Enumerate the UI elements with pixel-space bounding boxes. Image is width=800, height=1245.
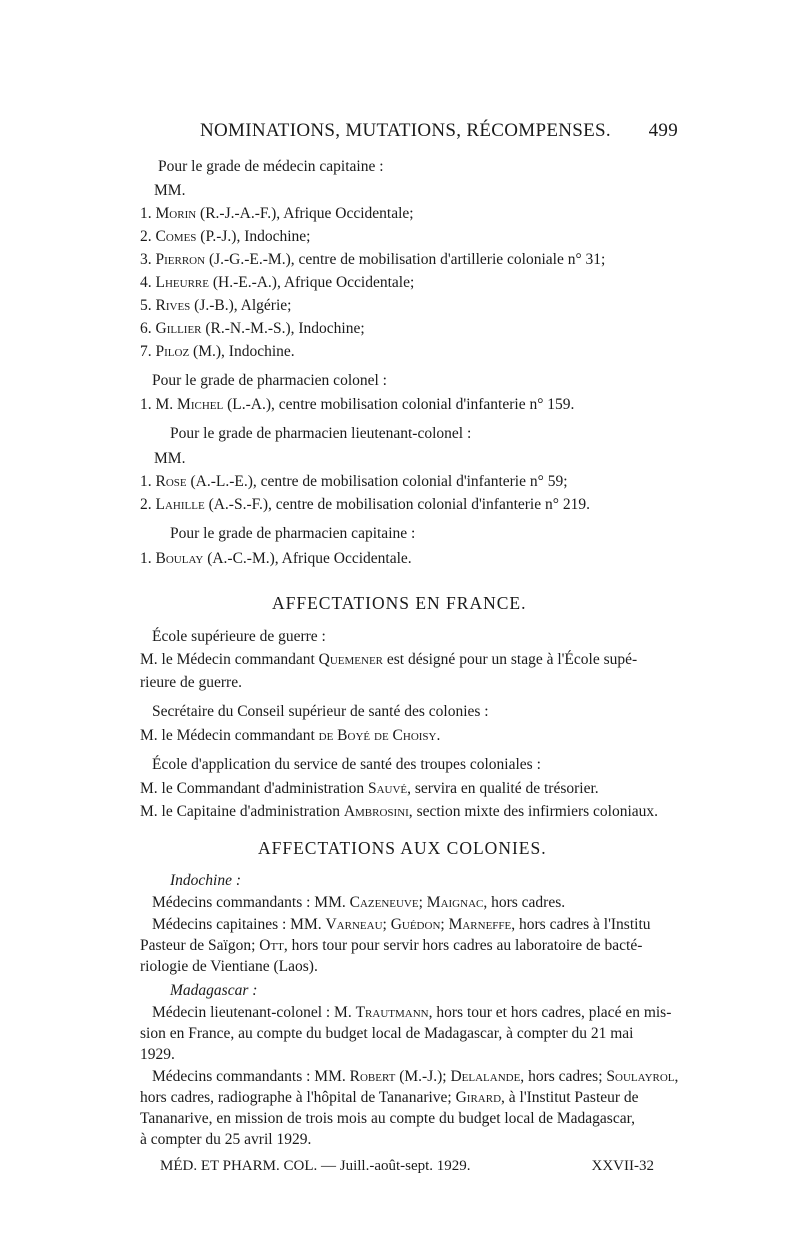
person-name: Trautmann, [355, 1004, 433, 1021]
paragraph-line: rieure de guerre. [140, 674, 242, 691]
person-name: Piloz [155, 343, 190, 360]
paragraph-line: Pasteur de Saïgon; Ott, hors tour pour servir hors cadres au laboratoire de bacté- [140, 937, 643, 954]
secretaire-heading: Secrétaire du Conseil supérieur de santé des colonies : [152, 703, 489, 720]
list-item: 2. Lahille (A.-S.-F.), centre de mobilisation colonial d'infanterie n° 219. [140, 496, 590, 513]
paragraph-line: riologie de Vientiane (Laos). [140, 958, 318, 975]
paragraph-line: Tananarive, en mission de trois mois au compte du budget local de Madagascar, [140, 1110, 636, 1127]
list-item: 1. M. Michel (L.-A.), centre mobilisation colonial d'infanterie n° 159. [140, 396, 575, 413]
person-name: Lheurre [155, 274, 209, 291]
ecole-guerre-heading: École supérieure de guerre : [152, 628, 326, 645]
list-item: 1. Rose (A.-L.-E.), centre de mobilisation colonial d'infanterie n° 59; [140, 473, 568, 490]
madagascar-label: Madagascar : [170, 982, 258, 999]
list-item: 4. Lheurre (H.-E.-A.), Afrique Occidentale; [140, 274, 415, 291]
person-name: Rose [155, 473, 187, 490]
running-title: NOMINATIONS, MUTATIONS, RÉCOMPENSES. [200, 120, 611, 141]
person-name: Guédon; [390, 916, 445, 933]
person-name: Lahille [155, 496, 205, 513]
paragraph-line: M. le Commandant d'administration Sauvé, servira en qualité de trésorier. [140, 780, 599, 797]
paragraph-line: M. le Médecin commandant de Boyé de Choisy. [140, 727, 441, 744]
ecole-application-heading: École d'application du service de santé des troupes coloniales : [152, 756, 541, 773]
person-name: Maignac, [426, 894, 488, 911]
list-item: 7. Piloz (M.), Indochine. [140, 343, 295, 360]
person-name: Sauvé, [367, 780, 411, 797]
person-name: Ott, [259, 937, 288, 954]
mm-label: MM. [154, 450, 186, 467]
paragraph-line: Médecins capitaines : MM. Varneau; Guédon; Marneffe, hors cadres à l'Institu [152, 916, 651, 933]
person-name: Rives [155, 297, 191, 314]
paragraph-line: 1929. [140, 1046, 175, 1063]
person-name: Ambrosini, [343, 803, 413, 820]
list-item: 1. Boulay (A.-C.-M.), Afrique Occidentale. [140, 550, 412, 567]
signature-mark: XXVII-32 [591, 1158, 654, 1174]
heading-pharmacien-colonel: Pour le grade de pharmacien colonel : [152, 372, 387, 389]
paragraph-line: à compter du 25 avril 1929. [140, 1131, 312, 1148]
paragraph-line: Médecin lieutenant-colonel : M. Trautmann, hors tour et hors cadres, placé en mis- [152, 1004, 672, 1021]
heading-pharmacien-lt-colonel: Pour le grade de pharmacien lieutenant-colonel : [170, 425, 472, 442]
paragraph-line: Médecins commandants : MM. Robert (M.-J.); Delalande, hors cadres; Soulayrol, [152, 1068, 679, 1085]
paragraph-line: sion en France, au compte du budget local de Madagascar, à compter du 21 mai [140, 1025, 634, 1042]
paragraph-line: M. le Médecin commandant Quemener est désigné pour un stage à l'École supé- [140, 651, 638, 668]
heading-medecin-capitaine: Pour le grade de médecin capitaine : [158, 158, 384, 175]
list-item: 2. Comes (P.-J.), Indochine; [140, 228, 311, 245]
section-title-france: AFFECTATIONS EN FRANCE. [272, 593, 527, 613]
list-item: 1. Morin (R.-J.-A.-F.), Afrique Occidentale; [140, 205, 414, 222]
paragraph-line: hors cadres, radiographe à l'hôpital de Tananarive; Girard, à l'Institut Pasteur de [140, 1089, 639, 1106]
person-name: Comes [155, 228, 197, 245]
heading-pharmacien-capitaine: Pour le grade de pharmacien capitaine : [170, 525, 416, 542]
indochine-label: Indochine : [170, 872, 242, 889]
journal-line: MÉD. ET PHARM. COL. — Juill.-août-sept. 1929. [160, 1158, 471, 1174]
person-name: Robert [349, 1068, 396, 1085]
person-name: Delalande, [450, 1068, 525, 1085]
person-name: Gillier [155, 320, 202, 337]
person-name: Soulayrol, [606, 1068, 679, 1085]
person-name: Marneffe, [448, 916, 516, 933]
paragraph-line: Médecins commandants : MM. Cazeneuve; Maignac, hors cadres. [152, 894, 566, 911]
mm-label: MM. [154, 182, 186, 199]
person-name: Cazeneuve; [349, 894, 423, 911]
page-number: 499 [648, 120, 678, 141]
person-name: Girard, [455, 1089, 505, 1106]
person-name: Varneau; [325, 916, 387, 933]
person-name: Boulay [155, 550, 204, 567]
person-name: Michel [177, 396, 224, 413]
person-name: Quemener [318, 651, 383, 668]
section-title-colonies: AFFECTATIONS AUX COLONIES. [258, 838, 547, 858]
list-item: 5. Rives (J.-B.), Algérie; [140, 297, 292, 314]
paragraph-line: M. le Capitaine d'administration Ambrosini, section mixte des infirmiers coloniaux. [140, 803, 659, 820]
list-item: 3. Pierron (J.-G.-E.-M.), centre de mobilisation d'artillerie coloniale n° 31; [140, 251, 606, 268]
person-name: de Boyé de Choisy. [318, 727, 441, 744]
person-name: Pierron [155, 251, 206, 268]
list-item: 6. Gillier (R.-N.-M.-S.), Indochine; [140, 320, 365, 337]
person-name: Morin [155, 205, 197, 222]
